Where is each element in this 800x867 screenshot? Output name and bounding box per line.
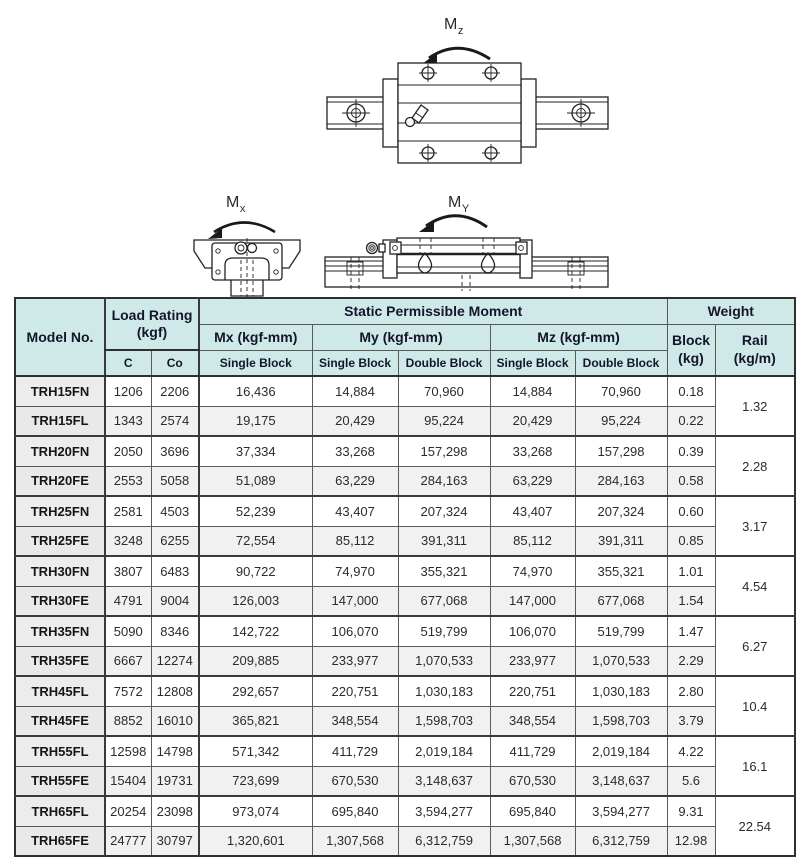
value-cell: 12598 [105, 736, 151, 766]
header-model-no: Model No. [15, 298, 105, 376]
header-my: My (kgf-mm) [312, 324, 490, 350]
grease-port-icons [235, 242, 257, 254]
value-cell: 207,324 [398, 496, 490, 526]
value-cell: 0.60 [667, 496, 715, 526]
value-cell: 3.79 [667, 706, 715, 736]
value-cell: 1,307,568 [490, 826, 575, 856]
value-cell: 677,068 [575, 586, 667, 616]
value-cell: 207,324 [575, 496, 667, 526]
rail-bolt-center [462, 275, 470, 291]
header-mz-single: Single Block [490, 350, 575, 376]
value-cell: 1,307,568 [312, 826, 398, 856]
value-cell: 2.80 [667, 676, 715, 706]
value-cell: 157,298 [398, 436, 490, 466]
value-cell: 723,699 [199, 766, 312, 796]
value-cell: 16010 [151, 706, 199, 736]
value-cell: 1,070,533 [575, 646, 667, 676]
value-cell: 43,407 [490, 496, 575, 526]
value-cell: 209,885 [199, 646, 312, 676]
table-row [15, 736, 795, 766]
header-mz: Mz (kgf-mm) [490, 324, 667, 350]
value-cell: 391,311 [398, 526, 490, 556]
value-cell: 106,070 [490, 616, 575, 646]
value-cell: 355,321 [575, 556, 667, 586]
value-cell: 348,554 [312, 706, 398, 736]
value-cell: 20,429 [490, 406, 575, 436]
header-mx: Mx (kgf-mm) [199, 324, 312, 350]
value-cell: 2553 [105, 466, 151, 496]
end-plate-left [390, 242, 401, 254]
model-cell: TRH25FE [15, 526, 105, 556]
value-cell: 670,530 [490, 766, 575, 796]
header-rail-kgm [715, 324, 795, 376]
model-cell: TRH65FL [15, 796, 105, 826]
value-cell: 8346 [151, 616, 199, 646]
value-cell: 74,970 [490, 556, 575, 586]
value-cell: 1,070,533 [398, 646, 490, 676]
value-cell: 6255 [151, 526, 199, 556]
value-cell: 15404 [105, 766, 151, 796]
value-cell: 3,148,637 [575, 766, 667, 796]
header-block-kg [667, 324, 715, 376]
value-cell: 33,268 [490, 436, 575, 466]
value-cell: 0.22 [667, 406, 715, 436]
rail-line2: (kg/m) [733, 349, 776, 366]
table-row [15, 436, 795, 466]
model-cell: TRH30FN [15, 556, 105, 586]
load-rating-line1: Load Rating [111, 306, 193, 323]
mx-label-sub: x [239, 203, 246, 216]
model-cell: TRH55FL [15, 736, 105, 766]
value-cell: 30797 [151, 826, 199, 856]
value-cell: 391,311 [575, 526, 667, 556]
value-cell: 5.6 [667, 766, 715, 796]
rail-bolt-hole-right [567, 99, 595, 127]
table-row [15, 676, 795, 706]
value-cell: 670,530 [312, 766, 398, 796]
block-front-view [194, 238, 300, 300]
value-cell: 2581 [105, 496, 151, 526]
rail-weight-cell: 10.4 [715, 676, 795, 736]
value-cell: 695,840 [312, 796, 398, 826]
value-cell: 24777 [105, 826, 151, 856]
value-cell: 51,089 [199, 466, 312, 496]
table-row [15, 766, 795, 796]
my-label-main: M [448, 194, 462, 211]
model-cell: TRH25FN [15, 496, 105, 526]
value-cell: 695,840 [490, 796, 575, 826]
value-cell: 2050 [105, 436, 151, 466]
value-cell: 20,429 [312, 406, 398, 436]
value-cell: 2,019,184 [575, 736, 667, 766]
header-static-moment: Static Permissible Moment [199, 298, 667, 324]
value-cell: 2.29 [667, 646, 715, 676]
mz-moment-arrow-icon [422, 48, 490, 64]
value-cell: 1,598,703 [575, 706, 667, 736]
value-cell: 95,224 [398, 406, 490, 436]
value-cell: 12808 [151, 676, 199, 706]
value-cell: 14,884 [490, 376, 575, 406]
value-cell: 106,070 [312, 616, 398, 646]
header-weight: Weight [667, 298, 795, 324]
rail-weight-cell: 1.32 [715, 376, 795, 436]
value-cell: 519,799 [398, 616, 490, 646]
value-cell: 292,657 [199, 676, 312, 706]
table-row [15, 556, 795, 586]
table-row [15, 586, 795, 616]
value-cell: 2206 [151, 376, 199, 406]
value-cell: 14798 [151, 736, 199, 766]
header-my-double: Double Block [398, 350, 490, 376]
mz-label-main: M [444, 16, 458, 33]
end-plate-right [516, 242, 527, 254]
value-cell: 6,312,759 [398, 826, 490, 856]
value-cell: 37,334 [199, 436, 312, 466]
value-cell: 6,312,759 [575, 826, 667, 856]
model-cell: TRH35FE [15, 646, 105, 676]
rail-line1: Rail [741, 332, 768, 349]
value-cell: 2,019,184 [398, 736, 490, 766]
value-cell: 0.85 [667, 526, 715, 556]
value-cell: 6667 [105, 646, 151, 676]
value-cell: 220,751 [490, 676, 575, 706]
my-diagram-svg [295, 190, 615, 295]
header-my-single: Single Block [312, 350, 398, 376]
value-cell: 3,594,277 [575, 796, 667, 826]
value-cell: 70,960 [398, 376, 490, 406]
value-cell: 0.58 [667, 466, 715, 496]
rail-weight-cell: 4.54 [715, 556, 795, 616]
value-cell: 1,320,601 [199, 826, 312, 856]
value-cell: 14,884 [312, 376, 398, 406]
header-mz-double: Double Block [575, 350, 667, 376]
spec-table-body [15, 376, 795, 856]
value-cell: 0.18 [667, 376, 715, 406]
header-load-rating [105, 298, 199, 350]
value-cell: 95,224 [575, 406, 667, 436]
table-row [15, 706, 795, 736]
value-cell: 5090 [105, 616, 151, 646]
table-row [15, 826, 795, 856]
block-top-view [383, 63, 536, 163]
value-cell: 142,722 [199, 616, 312, 646]
table-row [15, 616, 795, 646]
rail-weight-cell: 2.28 [715, 436, 795, 496]
value-cell: 1343 [105, 406, 151, 436]
value-cell: 1.47 [667, 616, 715, 646]
header-c: C [105, 350, 151, 376]
value-cell: 355,321 [398, 556, 490, 586]
rail-weight-cell: 6.27 [715, 616, 795, 676]
value-cell: 7572 [105, 676, 151, 706]
model-cell: TRH15FN [15, 376, 105, 406]
value-cell: 157,298 [575, 436, 667, 466]
value-cell: 1,598,703 [398, 706, 490, 736]
table-row [15, 496, 795, 526]
value-cell: 16,436 [199, 376, 312, 406]
model-cell: TRH65FE [15, 826, 105, 856]
mx-label-main: M [226, 194, 240, 211]
value-cell: 365,821 [199, 706, 312, 736]
value-cell: 348,554 [490, 706, 575, 736]
table-row [15, 526, 795, 556]
value-cell: 19,175 [199, 406, 312, 436]
model-cell: TRH45FE [15, 706, 105, 736]
mz-label-sub: z [457, 25, 464, 38]
block-line2: (kg) [678, 349, 704, 366]
value-cell: 3,148,637 [398, 766, 490, 796]
value-cell: 12274 [151, 646, 199, 676]
value-cell: 1,030,183 [398, 676, 490, 706]
value-cell: 1206 [105, 376, 151, 406]
value-cell: 1,030,183 [575, 676, 667, 706]
value-cell: 0.39 [667, 436, 715, 466]
my-moment-arrow-icon [419, 216, 487, 232]
value-cell: 3807 [105, 556, 151, 586]
table-row [15, 466, 795, 496]
spec-table-header [15, 298, 795, 376]
value-cell: 52,239 [199, 496, 312, 526]
value-cell: 1.01 [667, 556, 715, 586]
model-cell: TRH45FL [15, 676, 105, 706]
value-cell: 9004 [151, 586, 199, 616]
value-cell: 3696 [151, 436, 199, 466]
model-cell: TRH35FN [15, 616, 105, 646]
value-cell: 9.31 [667, 796, 715, 826]
grease-nipple-side-icon [367, 243, 386, 254]
header-co: Co [151, 350, 199, 376]
value-cell: 5058 [151, 466, 199, 496]
value-cell: 284,163 [575, 466, 667, 496]
value-cell: 3248 [105, 526, 151, 556]
value-cell: 519,799 [575, 616, 667, 646]
value-cell: 6483 [151, 556, 199, 586]
value-cell: 85,112 [490, 526, 575, 556]
value-cell: 126,003 [199, 586, 312, 616]
value-cell: 571,342 [199, 736, 312, 766]
value-cell: 12.98 [667, 826, 715, 856]
value-cell: 20254 [105, 796, 151, 826]
value-cell: 90,722 [199, 556, 312, 586]
value-cell: 33,268 [312, 436, 398, 466]
value-cell: 2574 [151, 406, 199, 436]
value-cell: 70,960 [575, 376, 667, 406]
table-row [15, 796, 795, 826]
header-mx-single: Single Block [199, 350, 312, 376]
value-cell: 233,977 [490, 646, 575, 676]
value-cell: 411,729 [312, 736, 398, 766]
table-row [15, 406, 795, 436]
value-cell: 72,554 [199, 526, 312, 556]
value-cell: 63,229 [312, 466, 398, 496]
model-cell: TRH20FN [15, 436, 105, 466]
table-row [15, 376, 795, 406]
value-cell: 4.22 [667, 736, 715, 766]
value-cell: 19731 [151, 766, 199, 796]
rail-bolt-hole-left [342, 99, 370, 127]
model-cell: TRH55FE [15, 766, 105, 796]
value-cell: 74,970 [312, 556, 398, 586]
value-cell: 147,000 [490, 586, 575, 616]
mx-moment-arrow-icon [208, 223, 275, 240]
value-cell: 220,751 [312, 676, 398, 706]
value-cell: 411,729 [490, 736, 575, 766]
model-cell: TRH30FE [15, 586, 105, 616]
model-cell: TRH15FL [15, 406, 105, 436]
rail-weight-cell: 3.17 [715, 496, 795, 556]
spec-table [14, 297, 796, 857]
rail-weight-cell: 22.54 [715, 796, 795, 856]
rail-bolt-left [347, 257, 363, 291]
value-cell: 147,000 [312, 586, 398, 616]
value-cell: 85,112 [312, 526, 398, 556]
value-cell: 4791 [105, 586, 151, 616]
mz-diagram-svg [300, 30, 630, 180]
value-cell: 1.54 [667, 586, 715, 616]
value-cell: 8852 [105, 706, 151, 736]
load-rating-line2: (kgf) [136, 324, 168, 340]
value-cell: 233,977 [312, 646, 398, 676]
block-line1: Block [671, 332, 711, 349]
value-cell: 3,594,277 [398, 796, 490, 826]
rail-bolt-right [568, 257, 584, 291]
value-cell: 973,074 [199, 796, 312, 826]
value-cell: 43,407 [312, 496, 398, 526]
block-side-view [367, 238, 533, 278]
value-cell: 23098 [151, 796, 199, 826]
table-row [15, 646, 795, 676]
value-cell: 677,068 [398, 586, 490, 616]
my-label-sub: Y [461, 203, 470, 216]
value-cell: 4503 [151, 496, 199, 526]
value-cell: 63,229 [490, 466, 575, 496]
value-cell: 284,163 [398, 466, 490, 496]
rail-weight-cell: 16.1 [715, 736, 795, 796]
model-cell: TRH20FE [15, 466, 105, 496]
